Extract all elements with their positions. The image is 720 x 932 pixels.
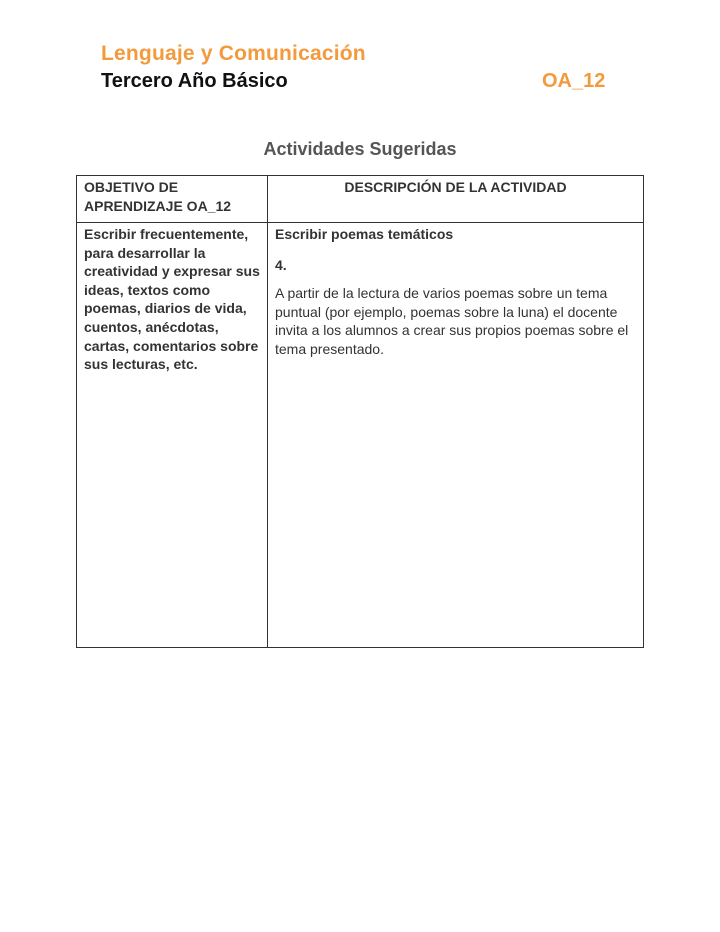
activity-number: 4. bbox=[275, 256, 287, 273]
subject-title: Lenguaje y Comunicación bbox=[101, 42, 366, 65]
table-row bbox=[77, 223, 644, 648]
grade-level: Tercero Año Básico bbox=[101, 70, 288, 92]
section-title: Actividades Sugeridas bbox=[263, 139, 457, 159]
header-objective: OBJETIVO DE APRENDIZAJE OA_12 bbox=[77, 176, 268, 223]
activity-title: Escribir poemas temáticos bbox=[275, 226, 454, 242]
activity-cell bbox=[268, 223, 644, 648]
objective-code: OA_12 bbox=[542, 70, 606, 92]
table-header-row bbox=[77, 176, 644, 223]
header-description: DESCRIPCIÓN DE LA ACTIVIDAD bbox=[268, 176, 644, 223]
activity-description: A partir de la lectura de varios poemas sobre un tema puntual (por ejemplo, poemas sobre la luna) el docente invita a los alumnos a crear sus propios poemas sobre el tema presentado. bbox=[275, 285, 629, 357]
objective-cell: Escribir frecuentemente, para desarrollar la creatividad y expresar sus ideas, textos como poemas, diarios de vida, cuentos, anécdotas, cartas, comentarios sobre sus lecturas, etc. bbox=[77, 223, 268, 648]
activities-table bbox=[76, 175, 644, 648]
